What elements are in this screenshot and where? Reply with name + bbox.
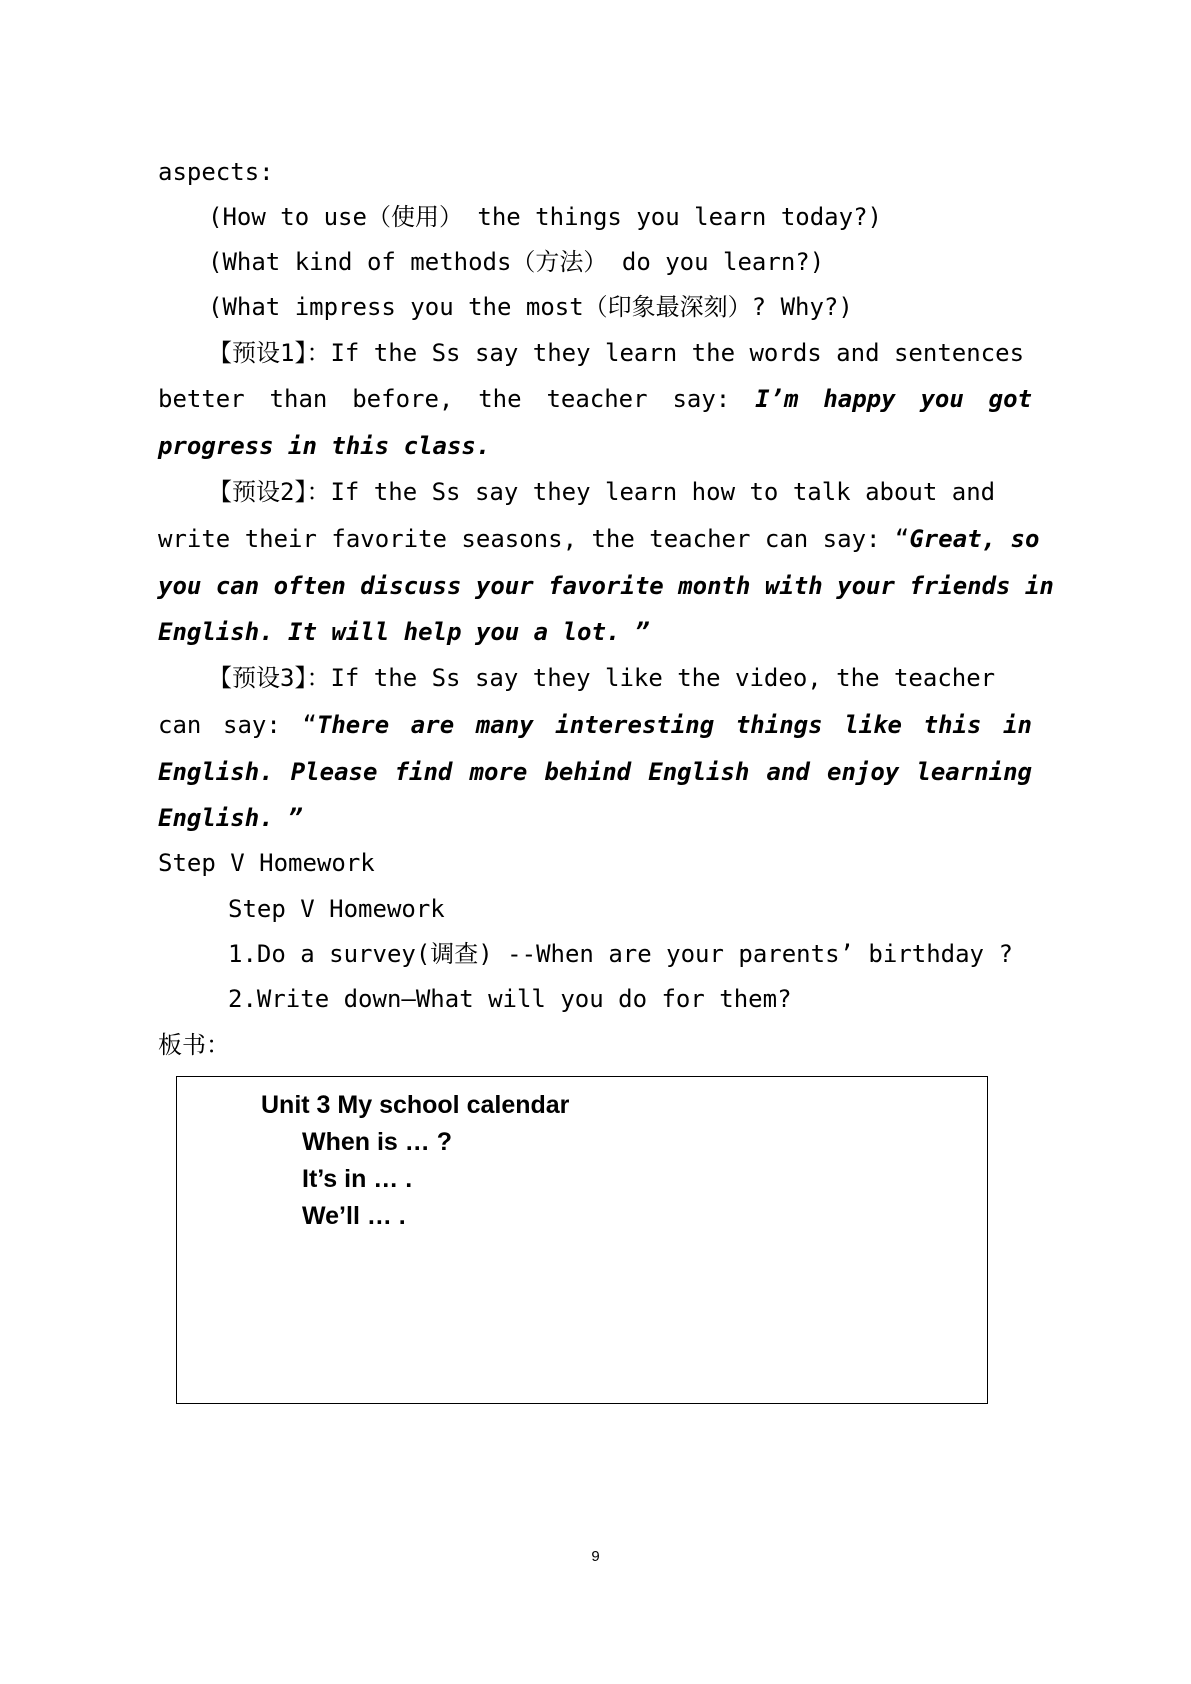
question-3: (What impress you the most（印象最深刻）? Why?) bbox=[208, 293, 853, 321]
preset-2-line3: you can often discuss your favorite month with your friends in bbox=[158, 572, 1054, 600]
preset-1-line3: progress in this class. bbox=[158, 432, 491, 460]
preset-3-line1 bbox=[208, 662, 995, 694]
preset-2-line4: English. It will help you a lot. ” bbox=[158, 618, 650, 646]
preset-3-line4: English. ” bbox=[158, 804, 303, 832]
preset-2-emphasis: Great, so bbox=[909, 525, 1040, 553]
preset-1-tag: 【预设1】： bbox=[208, 339, 331, 367]
board-box bbox=[176, 1076, 988, 1404]
board-line-3: We’ll … . bbox=[302, 1202, 406, 1230]
question-1: (How to use（使用） the things you learn today?) bbox=[208, 203, 882, 231]
preset-3-text: If the Ss say they like the video, the teacher bbox=[330, 664, 996, 692]
board-line-2: It’s in … . bbox=[302, 1165, 413, 1193]
preset-1-line1 bbox=[208, 337, 1024, 369]
preset-3-plain: can say: “ bbox=[158, 711, 317, 739]
preset-1-text: If the Ss say they learn the words and sentences bbox=[330, 339, 1025, 367]
page-number: 9 bbox=[591, 1548, 600, 1565]
board-label: 板书： bbox=[158, 1031, 230, 1059]
homework-item-2: 2.Write down—What will you do for them? bbox=[228, 985, 792, 1013]
preset-1-plain: better than before, the teacher say: bbox=[158, 385, 756, 413]
board-line-1: When is … ? bbox=[302, 1128, 452, 1156]
preset-3-emphasis: There are many interesting things like this in bbox=[316, 711, 1032, 739]
preset-2-tag: 【预设2】： bbox=[208, 478, 331, 506]
preset-1-emphasis: I’m happy you got bbox=[755, 385, 1033, 413]
preset-1-line2 bbox=[158, 383, 1032, 415]
homework-item-1: 1.Do a survey(调查) --When are your parents’ birthday ? bbox=[228, 940, 1013, 968]
homework-subheading: Step V Homework bbox=[228, 895, 445, 923]
preset-3-line2 bbox=[158, 709, 1032, 741]
homework-heading: Step V Homework bbox=[158, 849, 375, 877]
board-title: Unit 3 My school calendar bbox=[261, 1091, 570, 1119]
question-2: (What kind of methods（方法） do you learn?) bbox=[208, 248, 825, 276]
preset-3-tag: 【预设3】： bbox=[208, 664, 331, 692]
preset-2-line1 bbox=[208, 476, 995, 508]
preset-3-line3: English. Please find more behind English and enjoy learning bbox=[158, 758, 1032, 786]
preset-2-text: If the Ss say they learn how to talk about and bbox=[330, 478, 996, 506]
preset-2-plain: write their favorite seasons, the teacher can say: “ bbox=[158, 525, 910, 553]
aspects-label: aspects: bbox=[158, 158, 274, 186]
preset-2-line2 bbox=[158, 523, 1040, 555]
